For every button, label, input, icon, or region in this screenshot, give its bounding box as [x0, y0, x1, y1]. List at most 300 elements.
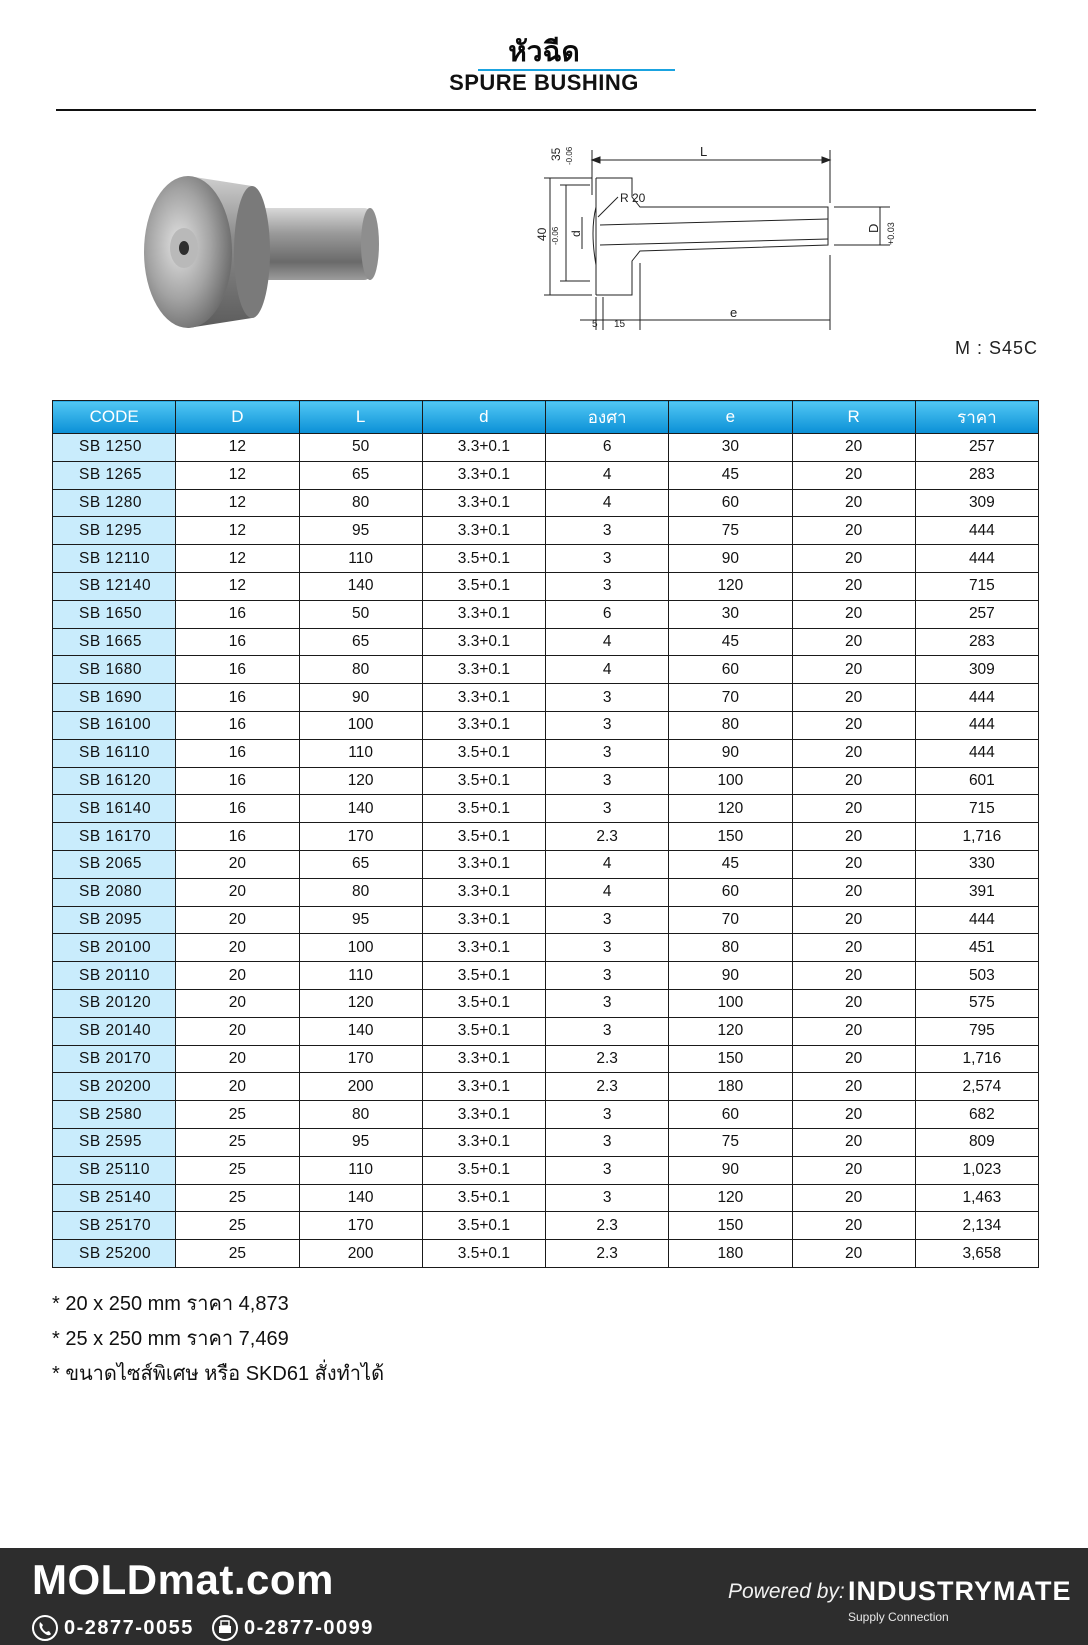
fax-number: 0-2877-0099 — [244, 1616, 374, 1639]
cell-L: 200 — [299, 1073, 422, 1101]
cell-R: 20 — [792, 628, 915, 656]
cell-e: 180 — [669, 1073, 792, 1101]
cell-d: 3.3+0.1 — [422, 517, 545, 545]
cell-L: 170 — [299, 823, 422, 851]
cell-code: SB 2580 — [53, 1101, 176, 1129]
cell-e: 120 — [669, 795, 792, 823]
cell-D: 12 — [176, 461, 299, 489]
cell-price: 1,463 — [915, 1184, 1038, 1212]
cell-d: 3.5+0.1 — [422, 962, 545, 990]
cell-e: 80 — [669, 934, 792, 962]
technical-drawing — [500, 145, 940, 350]
cell-price: 257 — [915, 434, 1038, 462]
phone-contact[interactable] — [32, 1615, 194, 1641]
industrymate-tagline: Supply Connection — [848, 1610, 949, 1624]
cell-R: 20 — [792, 545, 915, 573]
cell-d: 3.3+0.1 — [422, 1073, 545, 1101]
table-row — [53, 739, 1039, 767]
cell-d: 3.5+0.1 — [422, 795, 545, 823]
cell-code: SB 2595 — [53, 1128, 176, 1156]
cell-code: SB 1295 — [53, 517, 176, 545]
cell-price: 1,023 — [915, 1156, 1038, 1184]
cell-d: 3.3+0.1 — [422, 934, 545, 962]
cell-e: 150 — [669, 1212, 792, 1240]
cell-e: 45 — [669, 628, 792, 656]
cell-price: 309 — [915, 489, 1038, 517]
cell-D: 16 — [176, 656, 299, 684]
cell-price: 795 — [915, 1017, 1038, 1045]
cell-R: 20 — [792, 1045, 915, 1073]
cell-degree: 3 — [546, 989, 669, 1017]
cell-price: 1,716 — [915, 1045, 1038, 1073]
cell-L: 80 — [299, 489, 422, 517]
cell-e: 60 — [669, 489, 792, 517]
notes — [52, 1287, 384, 1392]
cell-price: 575 — [915, 989, 1038, 1017]
cell-L: 140 — [299, 1017, 422, 1045]
cell-code: SB 25110 — [53, 1156, 176, 1184]
cell-D: 25 — [176, 1156, 299, 1184]
cell-D: 20 — [176, 962, 299, 990]
cell-L: 110 — [299, 962, 422, 990]
cell-degree: 3 — [546, 1101, 669, 1129]
cell-R: 20 — [792, 989, 915, 1017]
cell-code: SB 1665 — [53, 628, 176, 656]
dim-D-label: D — [866, 223, 881, 233]
cell-R: 20 — [792, 1128, 915, 1156]
table-row — [53, 823, 1039, 851]
product-photo — [140, 170, 400, 350]
cell-price: 283 — [915, 628, 1038, 656]
cell-price: 391 — [915, 878, 1038, 906]
cell-degree: 2.3 — [546, 1073, 669, 1101]
cell-R: 20 — [792, 1184, 915, 1212]
table-row — [53, 600, 1039, 628]
cell-price: 451 — [915, 934, 1038, 962]
cell-L: 95 — [299, 517, 422, 545]
cell-D: 20 — [176, 878, 299, 906]
cell-L: 140 — [299, 795, 422, 823]
cell-d: 3.5+0.1 — [422, 572, 545, 600]
cell-d: 3.3+0.1 — [422, 656, 545, 684]
cell-L: 65 — [299, 628, 422, 656]
cell-code: SB 20170 — [53, 1045, 176, 1073]
cell-price: 601 — [915, 767, 1038, 795]
cell-e: 60 — [669, 878, 792, 906]
cell-degree: 3 — [546, 1156, 669, 1184]
cell-degree: 4 — [546, 489, 669, 517]
table-header-row — [53, 401, 1039, 434]
cell-D: 16 — [176, 711, 299, 739]
dim-35-label: 35 — [549, 147, 563, 161]
cell-e: 70 — [669, 906, 792, 934]
cell-degree: 3 — [546, 962, 669, 990]
table-row — [53, 489, 1039, 517]
table-row — [53, 962, 1039, 990]
cell-D: 12 — [176, 572, 299, 600]
table-row — [53, 1073, 1039, 1101]
cell-D: 16 — [176, 795, 299, 823]
table-row — [53, 1212, 1039, 1240]
phone-number: 0-2877-0055 — [64, 1616, 194, 1639]
cell-R: 20 — [792, 572, 915, 600]
cell-R: 20 — [792, 1073, 915, 1101]
dim-r20-label: R 20 — [620, 191, 646, 205]
cell-d: 3.5+0.1 — [422, 767, 545, 795]
cell-R: 20 — [792, 962, 915, 990]
cell-d: 3.5+0.1 — [422, 823, 545, 851]
cell-D: 12 — [176, 489, 299, 517]
cell-D: 20 — [176, 934, 299, 962]
phone-icon — [32, 1615, 58, 1641]
cell-D: 12 — [176, 434, 299, 462]
table-row — [53, 1017, 1039, 1045]
dim-35-tolerance: -0.06 — [565, 146, 574, 165]
cell-degree: 2.3 — [546, 1240, 669, 1268]
cell-R: 20 — [792, 489, 915, 517]
cell-price: 330 — [915, 850, 1038, 878]
cell-code: SB 2080 — [53, 878, 176, 906]
cell-code: SB 20110 — [53, 962, 176, 990]
cell-code: SB 16120 — [53, 767, 176, 795]
cell-e: 150 — [669, 823, 792, 851]
powered-by-label: Powered by: — [728, 1580, 845, 1603]
cell-L: 110 — [299, 1156, 422, 1184]
cell-d: 3.3+0.1 — [422, 1045, 545, 1073]
cell-e: 120 — [669, 572, 792, 600]
cell-code: SB 20140 — [53, 1017, 176, 1045]
cell-degree: 6 — [546, 434, 669, 462]
cell-price: 715 — [915, 572, 1038, 600]
cell-d: 3.3+0.1 — [422, 628, 545, 656]
cell-L: 110 — [299, 739, 422, 767]
cell-L: 50 — [299, 434, 422, 462]
cell-e: 90 — [669, 739, 792, 767]
cell-price: 257 — [915, 600, 1038, 628]
header-code: CODE — [53, 401, 176, 434]
cell-D: 16 — [176, 767, 299, 795]
cell-d: 3.5+0.1 — [422, 989, 545, 1017]
table-row — [53, 434, 1039, 462]
cell-L: 80 — [299, 656, 422, 684]
cell-code: SB 1680 — [53, 656, 176, 684]
cell-D: 20 — [176, 906, 299, 934]
dim-e-label: e — [730, 305, 738, 320]
header-e: e — [669, 401, 792, 434]
table-row — [53, 1128, 1039, 1156]
cell-e: 90 — [669, 962, 792, 990]
cell-R: 20 — [792, 1156, 915, 1184]
cell-price: 444 — [915, 517, 1038, 545]
cell-d: 3.5+0.1 — [422, 1212, 545, 1240]
cell-D: 20 — [176, 1073, 299, 1101]
table-row — [53, 1101, 1039, 1129]
cell-R: 20 — [792, 711, 915, 739]
cell-degree: 3 — [546, 767, 669, 795]
cell-code: SB 1265 — [53, 461, 176, 489]
cell-R: 20 — [792, 1212, 915, 1240]
cell-degree: 4 — [546, 850, 669, 878]
header-price: ราคา — [915, 401, 1038, 434]
cell-price: 444 — [915, 684, 1038, 712]
cell-e: 90 — [669, 1156, 792, 1184]
cell-price: 2,134 — [915, 1212, 1038, 1240]
cell-code: SB 2065 — [53, 850, 176, 878]
cell-e: 120 — [669, 1017, 792, 1045]
cell-e: 45 — [669, 461, 792, 489]
note-item: * ขนาดไซส์พิเศษ หรือ SKD61 สั่งทำได้ — [52, 1363, 385, 1385]
cell-price: 1,716 — [915, 823, 1038, 851]
cell-code: SB 1250 — [53, 434, 176, 462]
cell-e: 150 — [669, 1045, 792, 1073]
cell-D: 20 — [176, 989, 299, 1017]
dim-40-tolerance: -0.06 — [551, 226, 560, 245]
cell-e: 80 — [669, 711, 792, 739]
cell-d: 3.3+0.1 — [422, 906, 545, 934]
cell-L: 170 — [299, 1045, 422, 1073]
cell-d: 3.3+0.1 — [422, 1101, 545, 1129]
cell-d: 3.3+0.1 — [422, 461, 545, 489]
cell-e: 70 — [669, 684, 792, 712]
fax-contact[interactable] — [212, 1615, 374, 1641]
cell-e: 75 — [669, 1128, 792, 1156]
cell-D: 16 — [176, 684, 299, 712]
cell-price: 2,574 — [915, 1073, 1038, 1101]
cell-price: 444 — [915, 739, 1038, 767]
table-row — [53, 850, 1039, 878]
table-row — [53, 795, 1039, 823]
cell-price: 682 — [915, 1101, 1038, 1129]
cell-d: 3.5+0.1 — [422, 1017, 545, 1045]
cell-degree: 2.3 — [546, 1045, 669, 1073]
cell-D: 25 — [176, 1101, 299, 1129]
cell-R: 20 — [792, 1101, 915, 1129]
cell-L: 65 — [299, 850, 422, 878]
cell-degree: 3 — [546, 572, 669, 600]
cell-d: 3.3+0.1 — [422, 684, 545, 712]
cell-L: 140 — [299, 1184, 422, 1212]
cell-D: 25 — [176, 1128, 299, 1156]
cell-code: SB 1650 — [53, 600, 176, 628]
cell-D: 25 — [176, 1184, 299, 1212]
cell-D: 16 — [176, 600, 299, 628]
cell-d: 3.5+0.1 — [422, 1184, 545, 1212]
cell-R: 20 — [792, 906, 915, 934]
cell-L: 65 — [299, 461, 422, 489]
cell-L: 90 — [299, 684, 422, 712]
cell-L: 50 — [299, 600, 422, 628]
cell-degree: 6 — [546, 600, 669, 628]
cell-price: 444 — [915, 545, 1038, 573]
cell-L: 140 — [299, 572, 422, 600]
fax-icon — [212, 1615, 238, 1641]
dim-d-label: d — [569, 230, 583, 237]
cell-D: 16 — [176, 628, 299, 656]
table-row — [53, 545, 1039, 573]
brand-logo[interactable]: MOLDmat.com — [32, 1556, 334, 1603]
cell-D: 25 — [176, 1212, 299, 1240]
table-row — [53, 989, 1039, 1017]
cell-degree: 3 — [546, 1128, 669, 1156]
cell-degree: 3 — [546, 517, 669, 545]
cell-degree: 3 — [546, 711, 669, 739]
cell-price: 444 — [915, 711, 1038, 739]
cell-degree: 3 — [546, 739, 669, 767]
cell-R: 20 — [792, 1240, 915, 1268]
table-row — [53, 1240, 1039, 1268]
cell-degree: 3 — [546, 684, 669, 712]
cell-code: SB 20200 — [53, 1073, 176, 1101]
table-row — [53, 1045, 1039, 1073]
cell-price: 283 — [915, 461, 1038, 489]
cell-R: 20 — [792, 795, 915, 823]
cell-d: 3.5+0.1 — [422, 739, 545, 767]
cell-R: 20 — [792, 1017, 915, 1045]
header-D: D — [176, 401, 299, 434]
cell-code: SB 1280 — [53, 489, 176, 517]
footer — [0, 1548, 1088, 1645]
cell-code: SB 12110 — [53, 545, 176, 573]
table-body — [53, 434, 1039, 1268]
page-title-english: SPURE BUSHING — [449, 70, 639, 95]
cell-D: 20 — [176, 1017, 299, 1045]
cell-price: 309 — [915, 656, 1038, 684]
cell-L: 95 — [299, 1128, 422, 1156]
table-row — [53, 628, 1039, 656]
dim-15-label: 15 — [614, 319, 626, 330]
cell-e: 60 — [669, 656, 792, 684]
cell-degree: 3 — [546, 545, 669, 573]
cell-d: 3.3+0.1 — [422, 434, 545, 462]
table-row — [53, 711, 1039, 739]
table-row — [53, 878, 1039, 906]
cell-d: 3.5+0.1 — [422, 1156, 545, 1184]
cell-L: 80 — [299, 1101, 422, 1129]
cell-d: 3.3+0.1 — [422, 600, 545, 628]
cell-price: 809 — [915, 1128, 1038, 1156]
cell-d: 3.3+0.1 — [422, 850, 545, 878]
cell-e: 60 — [669, 1101, 792, 1129]
dim-40-label: 40 — [535, 227, 549, 241]
cell-degree: 3 — [546, 1017, 669, 1045]
cell-D: 16 — [176, 739, 299, 767]
cell-L: 200 — [299, 1240, 422, 1268]
cell-code: SB 20100 — [53, 934, 176, 962]
cell-price: 3,658 — [915, 1240, 1038, 1268]
cell-e: 100 — [669, 767, 792, 795]
page-title-thai: หัวฉีด — [508, 36, 580, 67]
cell-D: 20 — [176, 850, 299, 878]
note-item: * 25 x 250 mm ราคา 7,469 — [52, 1328, 289, 1350]
cell-R: 20 — [792, 850, 915, 878]
cell-code: SB 16100 — [53, 711, 176, 739]
cell-e: 90 — [669, 545, 792, 573]
cell-R: 20 — [792, 767, 915, 795]
cell-price: 503 — [915, 962, 1038, 990]
header-d: d — [422, 401, 545, 434]
cell-code: SB 16110 — [53, 739, 176, 767]
cell-d: 3.5+0.1 — [422, 1240, 545, 1268]
header-R: R — [792, 401, 915, 434]
cell-D: 12 — [176, 517, 299, 545]
cell-degree: 3 — [546, 1184, 669, 1212]
cell-degree: 4 — [546, 656, 669, 684]
cell-e: 180 — [669, 1240, 792, 1268]
cell-e: 30 — [669, 600, 792, 628]
cell-D: 12 — [176, 545, 299, 573]
cell-e: 100 — [669, 989, 792, 1017]
table-row — [53, 906, 1039, 934]
table-row — [53, 656, 1039, 684]
header-divider — [56, 109, 1036, 111]
cell-degree: 3 — [546, 795, 669, 823]
table-row — [53, 1184, 1039, 1212]
cell-e: 75 — [669, 517, 792, 545]
cell-d: 3.3+0.1 — [422, 1128, 545, 1156]
header-degree: องศา — [546, 401, 669, 434]
cell-R: 20 — [792, 434, 915, 462]
industrymate-logo[interactable]: INDUSTRYMATE — [848, 1576, 1072, 1606]
cell-D: 25 — [176, 1240, 299, 1268]
cell-L: 170 — [299, 1212, 422, 1240]
cell-d: 3.3+0.1 — [422, 489, 545, 517]
table-row — [53, 461, 1039, 489]
table-row — [53, 934, 1039, 962]
cell-R: 20 — [792, 934, 915, 962]
cell-D: 16 — [176, 823, 299, 851]
cell-R: 20 — [792, 600, 915, 628]
table-row — [53, 1156, 1039, 1184]
table-row — [53, 767, 1039, 795]
cell-degree: 2.3 — [546, 1212, 669, 1240]
cell-e: 120 — [669, 1184, 792, 1212]
cell-d: 3.3+0.1 — [422, 878, 545, 906]
cell-L: 100 — [299, 934, 422, 962]
cell-code: SB 25140 — [53, 1184, 176, 1212]
header-L: L — [299, 401, 422, 434]
cell-degree: 4 — [546, 878, 669, 906]
cell-price: 715 — [915, 795, 1038, 823]
cell-code: SB 12140 — [53, 572, 176, 600]
cell-L: 120 — [299, 989, 422, 1017]
spec-table — [52, 400, 1039, 1268]
cell-R: 20 — [792, 823, 915, 851]
note-item: * 20 x 250 mm ราคา 4,873 — [52, 1293, 289, 1315]
cell-code: SB 16170 — [53, 823, 176, 851]
cell-degree: 3 — [546, 906, 669, 934]
table-row — [53, 684, 1039, 712]
cell-R: 20 — [792, 461, 915, 489]
dim-D-tolerance: +0.03 — [886, 222, 896, 245]
cell-degree: 4 — [546, 461, 669, 489]
cell-L: 100 — [299, 711, 422, 739]
cell-code: SB 2095 — [53, 906, 176, 934]
table-row — [53, 517, 1039, 545]
table-row — [53, 572, 1039, 600]
cell-L: 120 — [299, 767, 422, 795]
cell-D: 20 — [176, 1045, 299, 1073]
material-label: M : S45C — [955, 338, 1039, 358]
cell-R: 20 — [792, 878, 915, 906]
cell-R: 20 — [792, 739, 915, 767]
dim-L-label: L — [700, 145, 708, 159]
cell-L: 95 — [299, 906, 422, 934]
cell-code: SB 25200 — [53, 1240, 176, 1268]
cell-d: 3.3+0.1 — [422, 711, 545, 739]
dim-5-label: 5 — [592, 319, 598, 330]
cell-R: 20 — [792, 656, 915, 684]
cell-code: SB 1690 — [53, 684, 176, 712]
